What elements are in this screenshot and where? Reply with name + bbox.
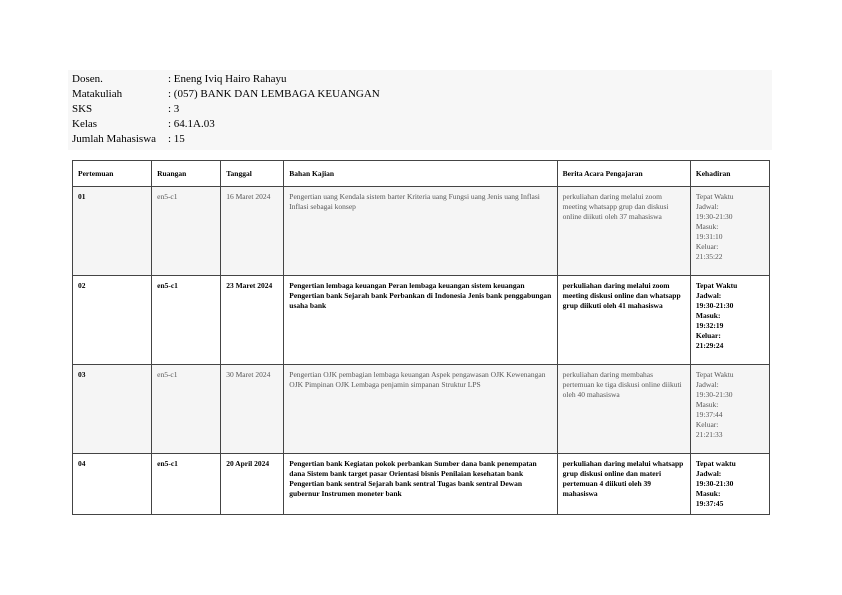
dosen-row (72, 72, 380, 87)
kehadiran-status: Tepat Waktu (695, 281, 738, 290)
jadwal-label: Jadwal: (695, 380, 719, 389)
column-header-berita-acara: Berita Acara Pengajaran (557, 161, 690, 187)
jumlah-mahasiswa-label: Jumlah Mahasiswa (72, 133, 157, 145)
cell-ruangan: en5-c1 (152, 365, 221, 454)
cell-berita-acara: perkuliahan daring membahas pertemuan ke tiga diskusi online diikuti oleh 40 mahasiswa (557, 365, 690, 454)
column-header-bahan-kajian: Bahan Kajian (284, 161, 557, 187)
cell-bahan-kajian: Pengertian lembaga keuangan Peran lembaga keuangan sistem keuangan Pengertian bank Sejarah bank Perbankan di Indonesia Jenis bank penggabungan usaha bank (284, 276, 557, 365)
cell-kehadiran (690, 187, 769, 276)
masuk-value: 19:37:45 (695, 499, 724, 508)
sks-row (72, 102, 380, 117)
kehadiran-status: Tepat waktu (695, 459, 736, 468)
jumlah-mahasiswa-value: : 15 (168, 133, 185, 145)
sks-value: : 3 (168, 103, 180, 115)
column-header-pertemuan: Pertemuan (73, 161, 152, 187)
cell-berita-acara: perkuliahan daring melalui whatsapp grup diskusi online dan materi pertemuan 4 diikuti oleh 39 mahasiswa (557, 454, 690, 515)
keluar-value: 21:35:22 (695, 252, 723, 261)
sks-label: SKS (72, 103, 93, 115)
table-header-row (73, 161, 770, 187)
cell-ruangan: en5-c1 (152, 454, 221, 515)
dosen-value: : Eneng Iviq Hairo Rahayu (168, 73, 287, 85)
cell-berita-acara: perkuliahan daring melalui zoom meeting diskusi online dan whatsapp grup diikuti oleh 41 mahasiswa (557, 276, 690, 365)
cell-berita-acara: perkuliahan daring melalui zoom meeting whatsapp grup dan diskusi online diikuti oleh 37 mahasiswa (557, 187, 690, 276)
keluar-label: Keluar: (695, 331, 721, 340)
matakuliah-value: : (057) BANK DAN LEMBAGA KEUANGAN (168, 88, 380, 100)
jadwal-value: 19:30-21:30 (695, 212, 733, 221)
keluar-label: Keluar: (695, 242, 719, 251)
masuk-label: Masuk: (695, 489, 721, 498)
cell-bahan-kajian: Pengertian bank Kegiatan pokok perbankan Sumber dana bank penempatan dana Sistem bank target pasar Orientasi bisnis Penilaian kesehatan bank Pengertian bank sentral Sejarah bank sentral Tugas bank sentral Dewan gubernur Instrumen moneter bank (284, 454, 557, 515)
table-row (73, 187, 770, 276)
jadwal-label: Jadwal: (695, 291, 722, 300)
course-header (72, 72, 380, 147)
kelas-value: : 64.1A.03 (168, 118, 215, 130)
table-row (73, 454, 770, 515)
jadwal-value: 19:30-21:30 (695, 301, 734, 310)
cell-bahan-kajian: Pengertian uang Kendala sistem barter Kriteria uang Fungsi uang Jenis uang Inflasi Inflasi sebagai konsep (284, 187, 557, 276)
cell-tanggal: 16 Maret 2024 (221, 187, 284, 276)
column-header-ruangan: Ruangan (152, 161, 221, 187)
jadwal-label: Jadwal: (695, 202, 719, 211)
matakuliah-row (72, 87, 380, 102)
column-header-tanggal: Tanggal (221, 161, 284, 187)
kelas-row (72, 117, 380, 132)
cell-kehadiran (690, 454, 769, 515)
masuk-value: 19:32:19 (695, 321, 724, 330)
masuk-value: 19:37:44 (695, 410, 723, 419)
table-row (73, 365, 770, 454)
table-row (73, 276, 770, 365)
jumlah-mahasiswa-row (72, 132, 380, 147)
cell-tanggal: 30 Maret 2024 (221, 365, 284, 454)
masuk-label: Masuk: (695, 222, 719, 231)
dosen-label: Dosen. (72, 73, 103, 85)
kelas-label: Kelas (72, 118, 98, 130)
jadwal-label: Jadwal: (695, 469, 722, 478)
attendance-table (72, 160, 770, 515)
keluar-value: 21:29:24 (695, 341, 724, 350)
masuk-label: Masuk: (695, 311, 721, 320)
jadwal-value: 19:30-21:30 (695, 479, 734, 488)
cell-tanggal: 23 Maret 2024 (221, 276, 284, 365)
column-header-kehadiran: Kehadiran (690, 161, 769, 187)
jadwal-value: 19:30-21:30 (695, 390, 733, 399)
cell-ruangan: en5-c1 (152, 276, 221, 365)
masuk-label: Masuk: (695, 400, 719, 409)
cell-pertemuan: 03 (73, 365, 152, 454)
cell-pertemuan: 01 (73, 187, 152, 276)
cell-bahan-kajian: Pengertian OJK pembagian lembaga keuangan Aspek pengawasan OJK Kewenangan OJK Pimpinan OJK Lembaga penjamin simpanan Struktur LPS (284, 365, 557, 454)
masuk-value: 19:31:10 (695, 232, 723, 241)
kehadiran-status: Tepat Waktu (695, 370, 734, 379)
cell-kehadiran (690, 276, 769, 365)
cell-kehadiran (690, 365, 769, 454)
cell-pertemuan: 04 (73, 454, 152, 515)
cell-ruangan: en5-c1 (152, 187, 221, 276)
cell-pertemuan: 02 (73, 276, 152, 365)
keluar-label: Keluar: (695, 420, 719, 429)
keluar-value: 21:21:33 (695, 430, 723, 439)
matakuliah-label: Matakuliah (72, 88, 123, 100)
cell-tanggal: 20 April 2024 (221, 454, 284, 515)
kehadiran-status: Tepat Waktu (695, 192, 734, 201)
